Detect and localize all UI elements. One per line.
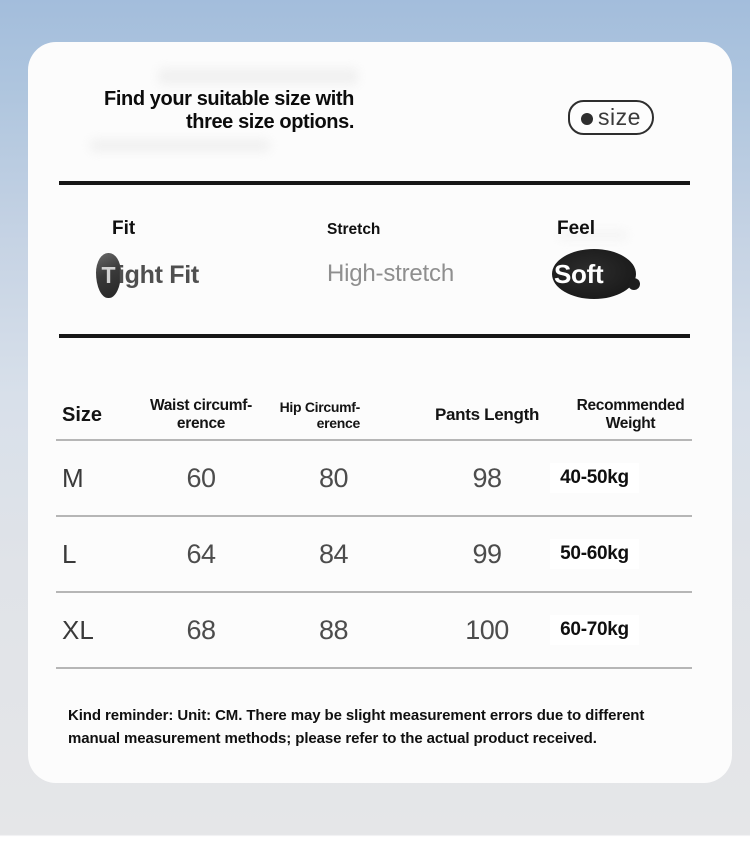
cell-hip: 84	[318, 538, 349, 569]
ghost-artifact	[90, 139, 270, 152]
page-title-line1: Find your suitable size with	[104, 88, 354, 110]
divider-top	[59, 181, 690, 185]
col-header-hip-line2: erence	[316, 415, 360, 431]
table-header-row	[56, 391, 692, 441]
col-header-recommended-weight: Recommended Weight	[576, 397, 685, 432]
cell-size: XL	[62, 614, 94, 645]
size-guide-card	[28, 42, 732, 783]
cell-waist: 68	[186, 614, 216, 645]
bullet-dot-icon	[581, 113, 593, 125]
fit-value-first-letter: T	[101, 261, 116, 288]
weight-value: 60-70kg	[550, 615, 639, 645]
col-header-pants-length: Pants Length	[434, 405, 540, 424]
stretch-value: High-stretch	[327, 260, 454, 287]
cell-pants-length: 99	[472, 538, 502, 569]
col-header-size: Size	[62, 403, 103, 426]
table-row	[56, 441, 692, 517]
size-badge	[568, 100, 654, 135]
divider-middle	[59, 334, 690, 338]
col-header-waist	[126, 397, 276, 433]
cell-waist: 64	[186, 538, 216, 569]
cell-pants-length: 98	[472, 462, 502, 493]
col-header-hip-line1: Hip Circumf-	[279, 398, 360, 415]
cell-weight	[524, 539, 665, 569]
table-row	[56, 517, 692, 593]
cell-weight	[524, 615, 665, 645]
col-header-waist-line1: Waist circumf-	[149, 397, 253, 415]
cell-size: L	[62, 538, 77, 569]
cell-weight	[524, 463, 665, 493]
cell-hip: 88	[318, 614, 349, 645]
weight-value: 40-50kg	[550, 463, 639, 493]
fit-value	[96, 251, 199, 299]
fit-value-text: ight Fit	[118, 260, 199, 289]
col-header-waist-line2: erence	[176, 415, 226, 432]
page-title-line2: three size options.	[186, 111, 354, 133]
feel-value-text: Soft	[554, 258, 604, 289]
feel-value-highlight	[552, 249, 636, 299]
stretch-label: Stretch	[327, 221, 381, 238]
col-header-hip	[276, 399, 391, 431]
ghost-artifact	[158, 68, 358, 85]
weight-value: 50-60kg	[550, 539, 639, 569]
feel-label: Feel	[557, 218, 596, 239]
size-badge-label: size	[598, 104, 641, 130]
cell-size: M	[62, 462, 84, 493]
table-row	[56, 593, 692, 669]
fit-label: Fit	[112, 218, 136, 239]
size-table	[56, 391, 692, 669]
cell-pants-length: 100	[465, 614, 509, 645]
cell-hip: 80	[318, 462, 349, 493]
kind-reminder-text: Kind reminder: Unit: CM. There may be slight measurement errors due to different manual measurement methods; please refer to the actual product received.	[68, 707, 645, 747]
cell-waist: 60	[186, 462, 216, 493]
page-title	[58, 88, 354, 134]
